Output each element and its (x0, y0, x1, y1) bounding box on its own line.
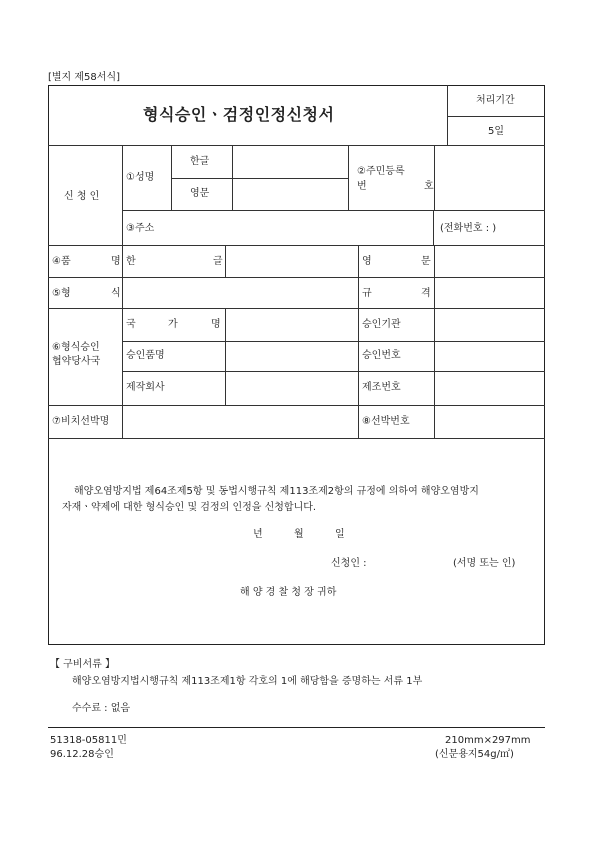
item-korean-field[interactable] (226, 246, 357, 276)
rrn-label-2b: 호 (424, 181, 434, 192)
korean-name-label: 한글 (190, 156, 210, 167)
footer-code: 51318-05811민 (50, 735, 127, 746)
manufacturer-label: 제작회사 (126, 382, 165, 393)
name-label: ①성명 (126, 172, 155, 183)
spec-field[interactable] (435, 278, 544, 307)
statement-line-2: 자재ㆍ약제에 대한 형식승인 및 검정의 인정을 신청합니다. (62, 502, 317, 513)
processing-period-value: 5일 (488, 126, 505, 137)
ship-no-label: ⑧선박번호 (362, 416, 410, 427)
item-name-label: ④품 (52, 256, 71, 267)
country-field[interactable] (226, 309, 357, 340)
type-field[interactable] (123, 278, 357, 307)
item-name-label-b: 명 (111, 256, 121, 267)
recipient: 해 양 경 찰 청 장 귀하 (240, 587, 337, 598)
rrn-label: ②주민등록 (357, 166, 405, 177)
item-english-field[interactable] (435, 246, 544, 276)
footer-date: 96.12.28승인 (50, 749, 114, 760)
country-label-c: 명 (211, 319, 221, 330)
spec-label-a: 규 (362, 288, 372, 299)
manufacturer-field[interactable] (226, 372, 357, 404)
ship-name-field[interactable] (123, 406, 357, 437)
korean-label-b: 글 (213, 256, 223, 267)
divider (358, 245, 359, 438)
footer-size: 210mm×297mm (445, 735, 531, 746)
serial-no-field[interactable] (435, 372, 544, 404)
english-name-field[interactable] (233, 179, 347, 209)
divider (447, 85, 448, 145)
type-label: ⑤형 (52, 288, 71, 299)
divider (122, 145, 123, 245)
english-name-label: 영문 (190, 188, 210, 199)
approval-org-field[interactable] (435, 309, 544, 340)
spec-label-b: 격 (421, 288, 431, 299)
sign-note: (서명 또는 인) (453, 558, 516, 569)
country-label-a: 국 (126, 319, 136, 330)
divider (433, 210, 434, 245)
documents-header: 【 구비서류 】 (50, 659, 115, 670)
divider (48, 727, 545, 728)
date-month-label: 월 (294, 529, 304, 540)
address-field[interactable] (172, 211, 432, 244)
approval-no-field[interactable] (435, 342, 544, 370)
divider (171, 145, 172, 210)
processing-period-label: 처리기간 (476, 95, 515, 106)
statement-line-1: 해양오염방지법 제64조제5항 및 동법시행규칙 제113조제2항의 규정에 의하여 해양오염방지 (74, 486, 479, 497)
address-label: ③주소 (126, 223, 155, 234)
agreement-label: ⑥형식승인 (52, 342, 100, 353)
agreement-label-2: 협약당사국 (52, 356, 101, 367)
phone-label: (전화번호 : ) (440, 223, 497, 234)
documents-item-1: 해양오염방지법시행규칙 제113조제1항 각호의 1에 해당함을 증명하는 서류 1부 (72, 676, 423, 687)
approval-org-label: 승인기관 (362, 319, 401, 330)
page-title: 형식승인ㆍ검정인정신청서 (143, 105, 335, 124)
divider (447, 116, 545, 117)
approved-item-field[interactable] (226, 342, 357, 370)
footer-paper: (신문용지54g/㎡) (435, 749, 514, 760)
rrn-field[interactable] (435, 146, 544, 209)
korean-label-a: 한 (126, 256, 136, 267)
approval-no-label: 승인번호 (362, 350, 401, 361)
serial-no-label: 제조번호 (362, 382, 401, 393)
date-day-label: 일 (335, 529, 345, 540)
form-number: [별지 제58서식] (48, 72, 121, 83)
applicant-label: 신 청 인 (64, 191, 100, 202)
applicant-sign-field[interactable] (375, 554, 445, 572)
applicant-sign-label: 신청인 : (331, 558, 367, 569)
divider (48, 438, 545, 439)
country-label-b: 가 (168, 319, 178, 330)
english-label-b: 문 (421, 256, 431, 267)
fee-label: 수수료 : 없음 (72, 703, 131, 714)
approved-item-label: 승인품명 (126, 350, 165, 361)
ship-no-field[interactable] (435, 406, 544, 437)
type-label-b: 식 (111, 288, 121, 299)
korean-name-field[interactable] (233, 146, 347, 177)
divider (348, 145, 349, 210)
english-label-a: 영 (362, 256, 372, 267)
rrn-label-2a: 번 (357, 181, 367, 192)
ship-name-label: ⑦비치선박명 (52, 416, 110, 427)
date-year-label: 년 (253, 529, 263, 540)
